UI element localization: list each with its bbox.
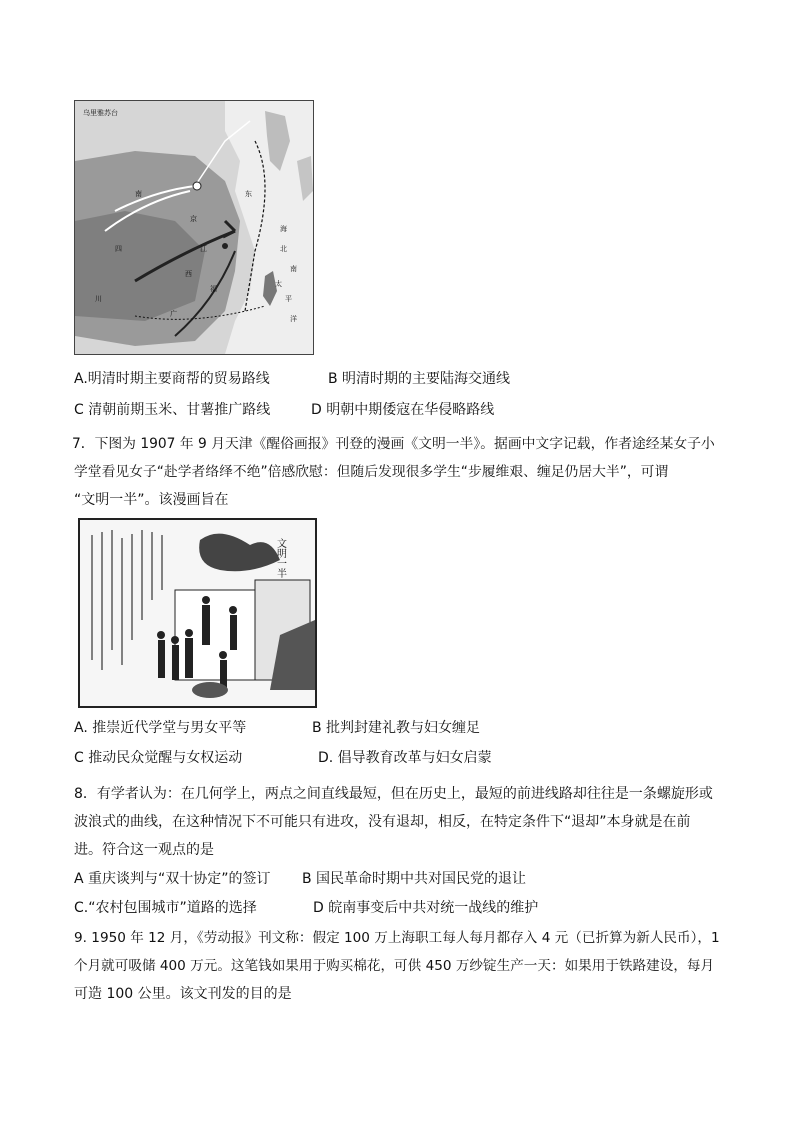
q6-option-d[interactable]: D 明朝中期倭寇在华侵略路线 xyxy=(311,402,495,418)
cartoon-title: 文明一半 xyxy=(274,538,286,578)
map-place-label: 江 xyxy=(200,245,207,253)
q6-option-c[interactable]: C 清朝前期玉米、甘薯推广路线 xyxy=(74,402,271,418)
q8-option-b[interactable]: B 国民革命时期中共对国民党的退让 xyxy=(302,871,527,887)
map-place-label: 南 xyxy=(290,265,297,273)
q8-option-c[interactable]: C.“农村包围城市”道路的选择 xyxy=(74,900,257,916)
q7-option-d[interactable]: D. 倡导教育改革与妇女启蒙 xyxy=(318,750,492,766)
map-place-label: 南 xyxy=(135,190,142,198)
q9-stem-line-2: 个月就可吸储 400 万元。这笔钱如果用于购买棉花，可供 450 万纱锭生产一天：如果用于铁路建设，每月 xyxy=(74,958,715,974)
q7-option-c[interactable]: C 推动民众觉醒与女权运动 xyxy=(74,750,243,766)
map-place-label: 平 xyxy=(285,295,292,303)
map-place-label: 太 xyxy=(275,280,282,288)
q9-stem-line-1: 9. 1950 年 12 月，《劳动报》刊文称：假定 100 万上海职工每人每月都存入 4 元（已折算为新人民币），1 xyxy=(74,930,720,946)
map-place-label: 东 xyxy=(245,190,252,198)
map-place-label: 川 xyxy=(95,295,102,303)
q6-option-b[interactable]: B 明清时期的主要陆海交通线 xyxy=(328,371,511,387)
q6-option-a[interactable]: A.明清时期主要商帮的贸易路线 xyxy=(74,371,270,387)
q7-option-a[interactable]: A. 推崇近代学堂与男女平等 xyxy=(74,720,247,736)
q9-stem-line-3: 可造 100 公里。该文刊发的目的是 xyxy=(74,986,292,1002)
cartoon-illustration xyxy=(80,520,315,706)
q8-stem-line-3: 进。符合这一观点的是 xyxy=(74,842,214,858)
map-place-label: 西 xyxy=(185,270,192,278)
q8-stem-line-2: 波浪式的曲线，在这种情况下不可能只有进攻，没有退却，相反，在特定条件下“退却”本身就是在前 xyxy=(74,814,691,830)
map-place-label: 海 xyxy=(280,225,287,233)
map-place-label: 福 xyxy=(210,285,217,293)
map-illustration xyxy=(75,101,313,354)
q7-stem-line-3: “文明一半”。该漫画旨在 xyxy=(74,492,229,508)
q7-stem-line-1: 7．下图为 1907 年 9 月天津《醒俗画报》刊登的漫画《文明一半》。据画中文字记载，作者途经某女子小 xyxy=(72,436,715,452)
map-place-label: 四 xyxy=(115,245,122,253)
q8-option-a[interactable]: A 重庆谈判与“双十协定”的签订 xyxy=(74,871,271,887)
q7-stem-line-2: 学堂看见女子“赴学者络绎不绝”倍感欣慰：但随后发现很多学生“步履维艰、缠足仍居大半”，可谓 xyxy=(74,464,669,480)
q7-option-b[interactable]: B 批判封建礼教与妇女缠足 xyxy=(312,720,481,736)
map-place-label: 京 xyxy=(190,215,197,223)
map-corner-label: 乌里雅苏台 xyxy=(83,109,118,117)
map-place-label: 北 xyxy=(280,245,287,253)
map-place-label: 洋 xyxy=(290,315,297,323)
map-place-label: 广 xyxy=(170,310,177,318)
q8-stem-line-1: 8．有学者认为：在几何学上，两点之间直线最短，但在历史上，最短的前进线路却往往是一条螺旋形或 xyxy=(74,786,713,802)
cartoon-figure xyxy=(78,518,317,708)
historical-map-figure xyxy=(74,100,314,355)
q8-option-d[interactable]: D 皖南事变后中共对统一战线的维护 xyxy=(313,900,539,916)
